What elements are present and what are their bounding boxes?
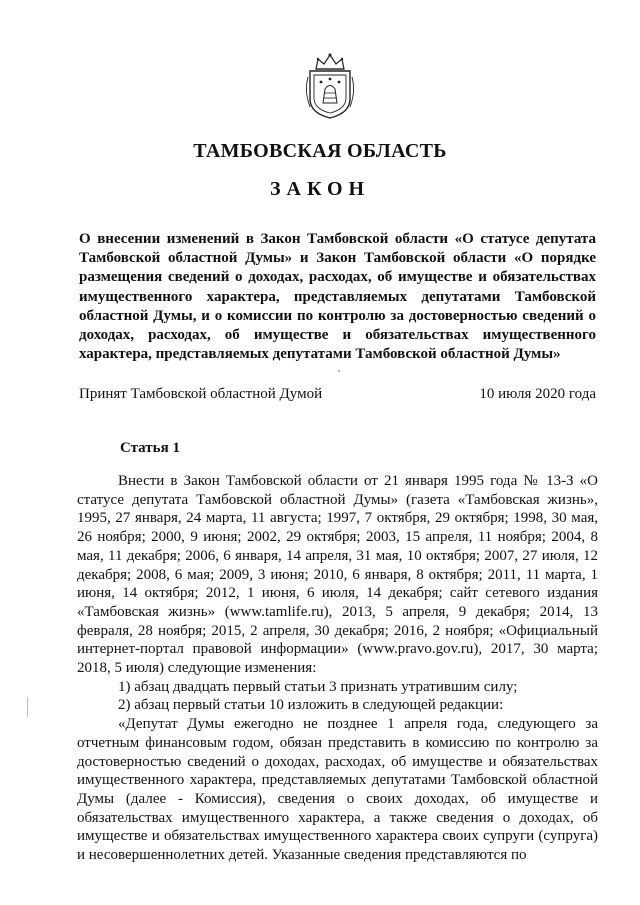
- document-type: ЗАКОН: [269, 178, 371, 200]
- article-item: 2) абзац первый статьи 10 изложить в следующей редакции:: [118, 697, 504, 714]
- article-item: 1) абзац двадцать первый статьи 3 признать утратившим силу;: [118, 678, 518, 695]
- adoption-line: [79, 385, 596, 404]
- article-paragraph: Внести в Закон Тамбовской области от 21 января 1995 года № 13-З «О статусе депутата Тамбовской областной Думы» (газета «Тамбовская жизнь», 1995, 27 января, 24 марта, 11 августа; 1997, 7 октября, 29 октября; 1998, 30 мая, 26 ноября; 2000, 9 июня; 2002, 29 октября; 2003, 15 апреля, 11 ноября; 2004, 8 мая, 11 декабря; 2006, 6 января, 14 апреля, 31 мая, 10 октября; 2007, 27 июля, 12 декабря; 2008, 6 мая; 2009, 3 июня; 2010, 6 января, 8 октября; 2011, 11 марта, 1 июня, 14 октября; 2012, 1 июня, 6 июля, 14 декабря; сайт сетевого издания «Тамбовская жизнь» (www.tamlife.ru), 2013, 5 апреля, 9 декабря; 2014, 13 февраля, 28 ноября; 2015, 2 апреля, 30 декабря; 2016, 2 ноября; «Официальный интернет-портал правовой информации» (www.pravo.gov.ru), 2017, 30 марта; 2018, 5 июля) следующие изменения:: [77, 473, 598, 677]
- region-title: ТАМБОВСКАЯ ОБЛАСТЬ: [193, 140, 447, 162]
- adopted-by: Принят Тамбовской областной Думой: [79, 386, 323, 402]
- law-title: О внесении изменений в Закон Тамбовской области «О статусе депутата Тамбовской областной Думы» и Закон Тамбовской области «О порядке размещения сведений о доходах, расходах, об имуществе и обязательствах имущественного характера, представляемых депутатами Тамбовской областной Думы, и о комиссии по контролю за достоверностью сведений о доходах, расходах, об имуществе и обязательствах имущественного характера, представляемых депутатами Тамбовской областной Думы»: [79, 231, 596, 363]
- article-body: [77, 472, 598, 865]
- scan-speck: [338, 370, 340, 372]
- article-paragraph: «Депутат Думы ежегодно не позднее 1 апреля года, следующего за отчетным финансовым годом, обязан представить в комиссию по контролю за достоверностью сведений о доходах, расходах, об имуществе и обязательствах имущественного характера, представляемых депутатами Тамбовской областной Думы (далее - Комиссия), сведения о своих доходах, об имуществе и обязательствах имущественного характера, а также сведения о доходах, об имуществе и обязательствах имущественного характера своих супруги (супруга) и несовершеннолетних детей. Указанные сведения представляются по: [77, 716, 598, 864]
- adoption-date: 10 июля 2020 года: [479, 386, 596, 402]
- coat-of-arms-icon: [304, 51, 356, 120]
- article-heading: Статья 1: [120, 440, 180, 456]
- margin-mark: [27, 697, 28, 717]
